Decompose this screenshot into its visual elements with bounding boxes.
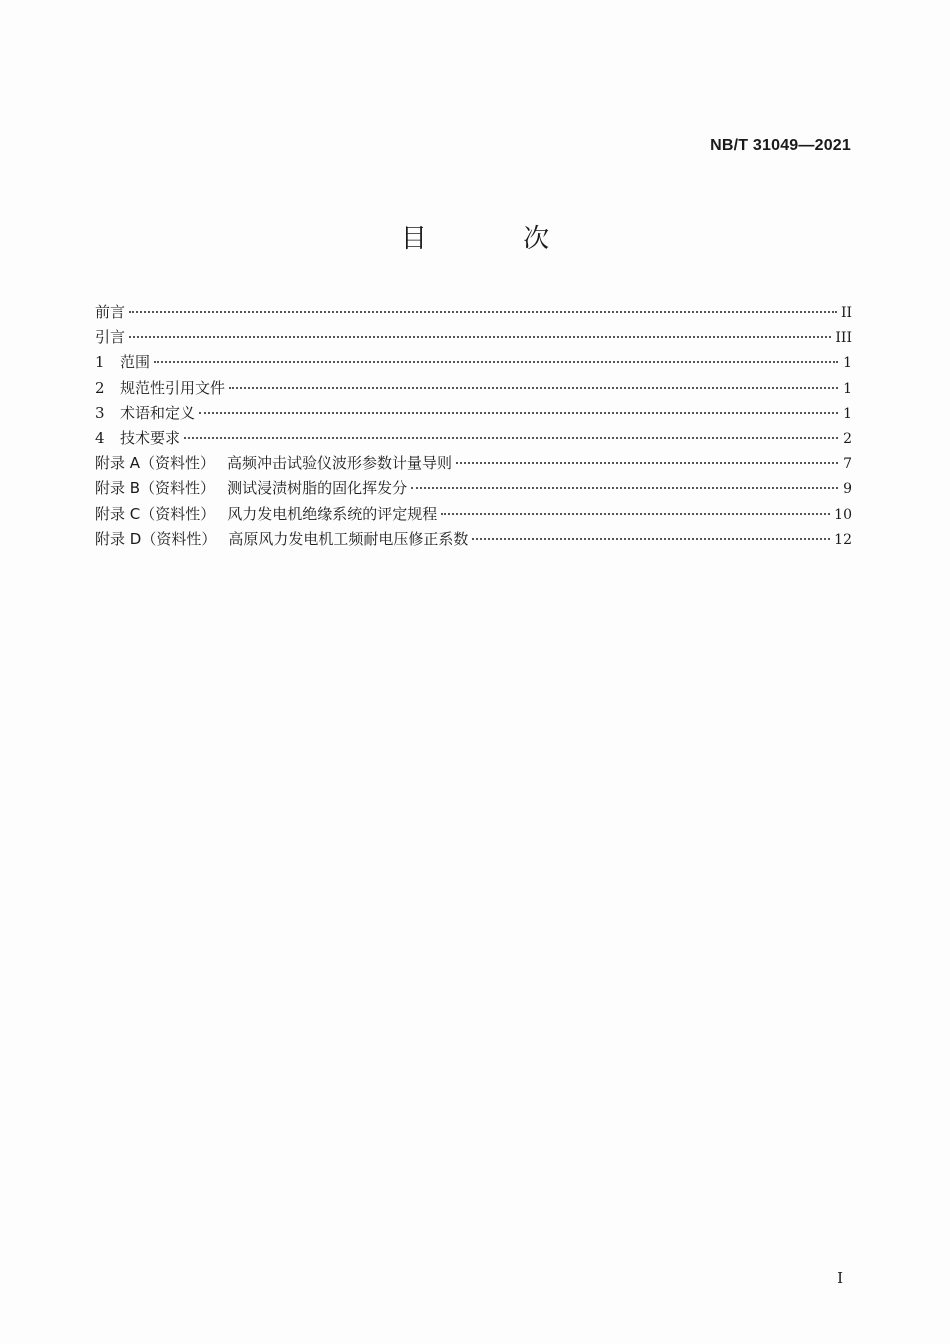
toc-entry-page: 12: [834, 531, 852, 548]
toc-leader-dots: [441, 513, 830, 515]
toc-leader-dots: [154, 361, 838, 363]
table-of-contents: [95, 300, 852, 552]
toc-entry-scope[interactable]: [95, 350, 852, 375]
toc-leader-dots: [199, 412, 838, 414]
toc-entry-appendix-b[interactable]: [95, 476, 852, 501]
toc-entry-label: 测试浸渍树脂的固化挥发分: [227, 479, 408, 498]
toc-entry-number: 2: [95, 378, 105, 397]
toc-entry-introduction[interactable]: [95, 325, 852, 350]
toc-entry-page: 10: [834, 506, 852, 523]
toc-entry-number: 1: [95, 353, 105, 372]
toc-entry-terms-definitions[interactable]: [95, 401, 852, 426]
toc-entry-page: II: [840, 305, 852, 321]
page-title: 目 次: [400, 224, 594, 254]
toc-entry-page: III: [835, 330, 852, 347]
toc-entry-appendix-c[interactable]: [95, 502, 852, 527]
toc-leader-dots: [456, 462, 838, 464]
toc-entry-label: 前言: [95, 303, 126, 321]
toc-entry-label: 风力发电机绝缘系统的评定规程: [227, 504, 438, 523]
toc-entry-appendix-d[interactable]: [95, 527, 852, 552]
toc-entry-page: 1: [843, 405, 852, 422]
toc-leader-dots: [411, 487, 838, 489]
toc-appendix-number: 附录 A（资料性）: [95, 454, 216, 473]
toc-entry-page: 1: [843, 380, 852, 397]
toc-entry-label: 引言: [95, 328, 126, 347]
toc-entry-page: 7: [843, 456, 852, 473]
page-number: I: [837, 1269, 843, 1287]
toc-appendix-number: 附录 D（资料性）: [95, 529, 217, 548]
toc-entry-number: 4: [95, 428, 105, 447]
toc-entry-foreword[interactable]: [95, 300, 852, 325]
toc-entry-label: 范围: [120, 353, 151, 372]
toc-leader-dots: [229, 387, 838, 389]
toc-entry-page: 9: [843, 481, 852, 498]
toc-entry-label: 高原风力发电机工频耐电压修正系数: [228, 529, 469, 548]
toc-leader-dots: [472, 538, 830, 540]
document-number: NB/T 31049—2021: [710, 137, 851, 154]
toc-entry-normative-references[interactable]: [95, 376, 852, 401]
toc-leader-dots: [184, 437, 838, 439]
toc-entry-number: 3: [95, 403, 105, 422]
toc-entry-label: 高频冲击试验仪波形参数计量导则: [227, 454, 453, 473]
toc-entry-label: 技术要求: [120, 428, 181, 447]
toc-entry-page: 2: [843, 430, 852, 447]
toc-appendix-number: 附录 B（资料性）: [95, 479, 216, 498]
toc-entry-technical-requirements[interactable]: [95, 426, 852, 451]
toc-appendix-number: 附录 C（资料性）: [95, 504, 216, 523]
toc-entry-appendix-a[interactable]: [95, 451, 852, 476]
toc-entry-page: 1: [843, 355, 852, 372]
toc-leader-dots: [129, 336, 831, 338]
toc-leader-dots: [129, 311, 837, 313]
toc-entry-label: 规范性引用文件: [120, 378, 226, 397]
toc-entry-label: 术语和定义: [120, 403, 196, 422]
